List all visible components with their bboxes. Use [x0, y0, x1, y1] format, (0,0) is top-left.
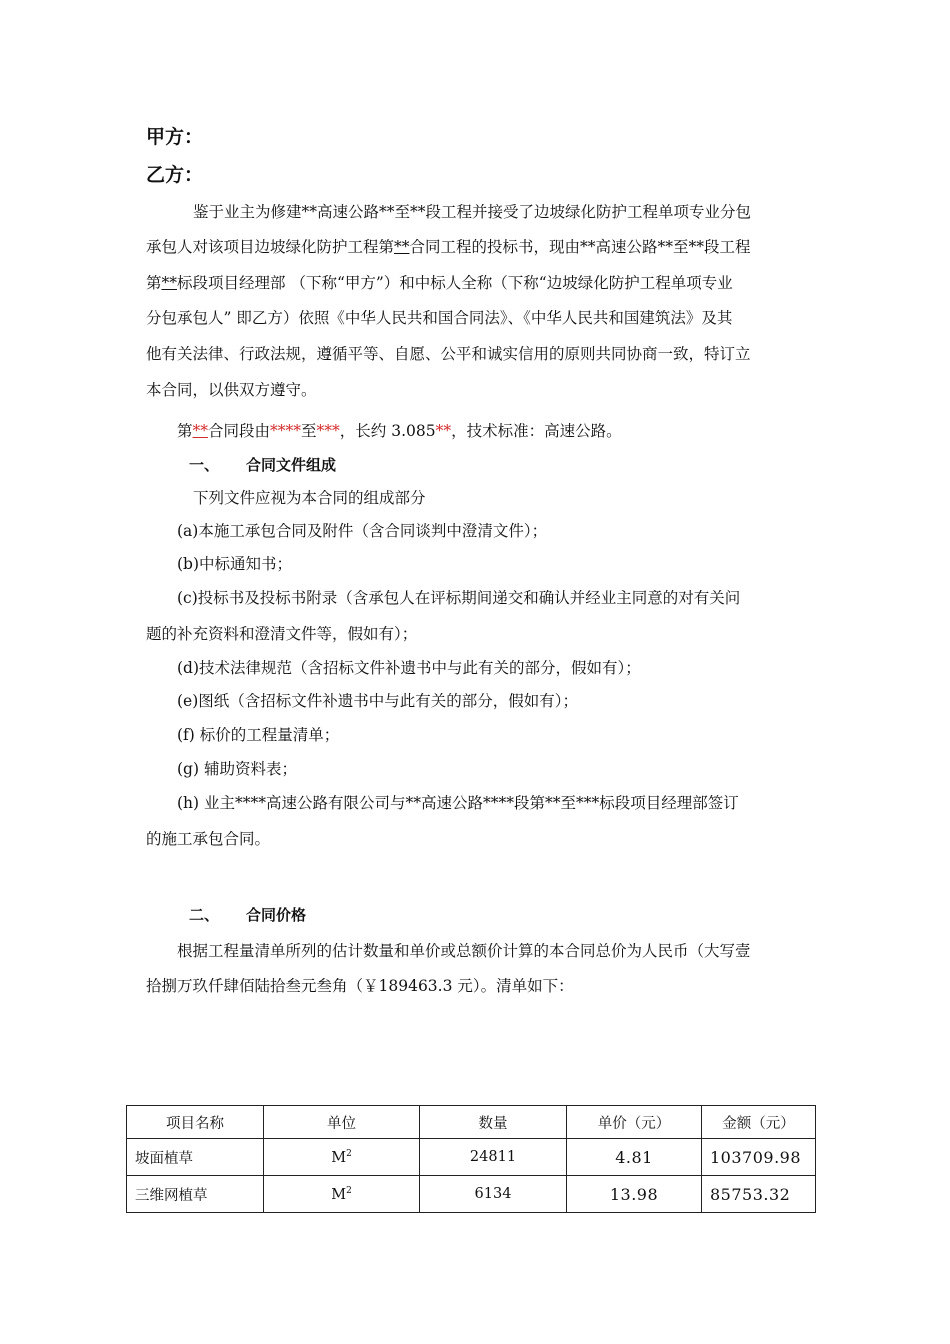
- cell-name: 坡面植草: [127, 1139, 264, 1176]
- section1-title: 合同文件组成: [246, 456, 337, 474]
- section1-number: 一、: [189, 456, 220, 474]
- quantity-table: [126, 1105, 816, 1213]
- section2-number: 二、: [189, 906, 220, 924]
- table-header-row: [127, 1106, 816, 1139]
- list-item-g: (g) 辅助资料表；: [177, 760, 297, 778]
- col-header-amount: 金额（元）: [702, 1106, 816, 1139]
- col-header-name: 项目名称: [127, 1106, 264, 1139]
- cell-price: 4.81: [567, 1139, 702, 1176]
- cell-name: 三维网植草: [127, 1176, 264, 1213]
- cell-price: 13.98: [567, 1176, 702, 1213]
- cell-unit: $M^2$: [264, 1176, 420, 1213]
- section2-title: 合同价格: [246, 906, 307, 924]
- intro-line-1: 鉴于业主为修建**高速公路**至**段工程并接受了边坡绿化防护工程单项专业分包: [193, 203, 752, 221]
- section-line: 第**合同段由****至***，长约 3.085**，技术标准：高速公路。: [177, 422, 622, 440]
- list-item-h-cont: 的施工承包合同。: [146, 830, 271, 848]
- section1-lead: 下列文件应视为本合同的组成部分: [193, 489, 426, 507]
- intro-line-4: 分包承包人” 即乙方）依照《中华人民共和国合同法》、《中华人民共和国建筑法》及其: [146, 309, 733, 327]
- intro-line-3: 第**标段项目经理部 （下称“甲方”）和中标人全称（下称“边坡绿化防护工程单项专业: [146, 274, 733, 292]
- section2-line-1: 根据工程量清单所列的估计数量和单价或总额价计算的本合同总价为人民币（大写壹: [177, 942, 751, 960]
- party-b-label: 乙方：: [146, 164, 204, 186]
- col-header-price: 单价（元）: [567, 1106, 702, 1139]
- list-item-d: (d)技术法律规范（含招标文件补遗书中与此有关的部分，假如有）；: [177, 659, 641, 677]
- list-item-b: (b)中标通知书；: [177, 555, 293, 573]
- col-header-unit: 单位: [264, 1106, 420, 1139]
- cell-qty: 24811: [420, 1139, 567, 1176]
- list-item-c: (c)投标书及投标书附录（含承包人在评标期间递交和确认并经业主同意的对有关问: [177, 589, 741, 607]
- list-item-e: (e)图纸（含招标文件补遗书中与此有关的部分，假如有）；: [177, 692, 579, 710]
- party-a-label: 甲方：: [146, 126, 204, 148]
- cell-unit: $M^2$: [264, 1139, 420, 1176]
- cell-amount: 103709.98: [702, 1139, 816, 1176]
- table-row: [127, 1139, 816, 1176]
- cell-qty: 6134: [420, 1176, 567, 1213]
- intro-line-2: 承包人对该项目边坡绿化防护工程第**合同工程的投标书，现由**高速公路**至**段工程: [146, 238, 751, 256]
- col-header-qty: 数量: [420, 1106, 567, 1139]
- table-row: [127, 1176, 816, 1213]
- section2-line-2: 拾捌万玖仟肆佰陆拾叁元叁角（￥189463.3 元）。清单如下：: [146, 977, 574, 995]
- list-item-h: (h) 业主****高速公路有限公司与**高速公路****段第**至***标段项目经理部签订: [177, 794, 739, 812]
- cell-amount: 85753.32: [702, 1176, 816, 1213]
- intro-line-5: 他有关法律、行政法规，遵循平等、自愿、公平和诚实信用的原则共同协商一致，特订立: [146, 345, 751, 363]
- list-item-c-cont: 题的补充资料和澄清文件等，假如有）；: [146, 625, 418, 643]
- list-item-f: (f) 标价的工程量清单；: [177, 726, 340, 744]
- intro-line-6: 本合同，以供双方遵守。: [146, 381, 317, 399]
- list-item-a: (a)本施工承包合同及附件（含合同谈判中澄清文件）；: [177, 522, 548, 540]
